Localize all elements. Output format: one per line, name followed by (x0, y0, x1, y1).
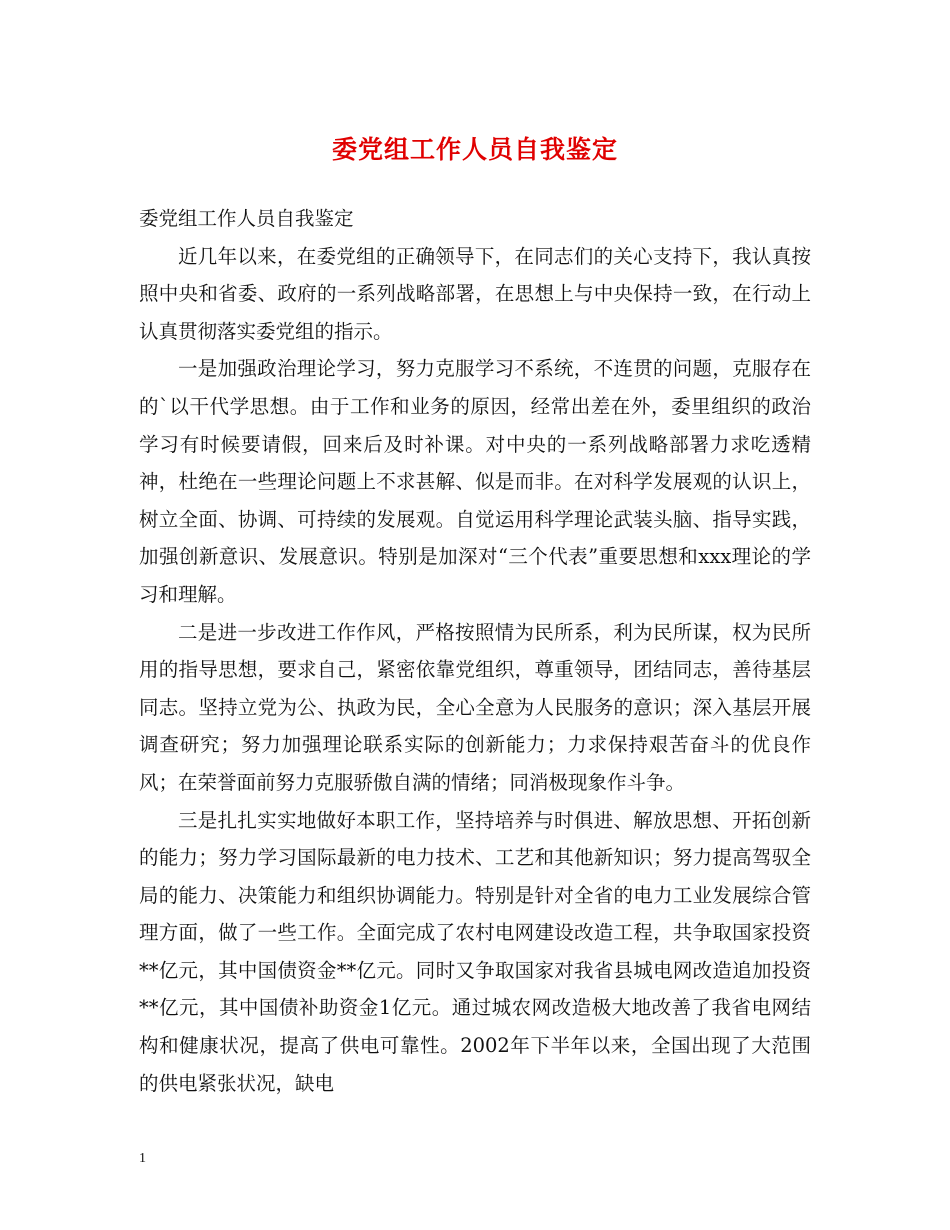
page-number: 1 (139, 1151, 146, 1166)
document-body (139, 200, 811, 1102)
paragraph-theory-study: 一是加强政治理论学习，努力克服学习不系统，不连贯的问题，克服存在的`以干代学思想。由于工作和业务的原因，经常出差在外，委里组织的政治学习有时候要请假，回来后及时补课。对中央的一系列战略部署力求吃透精神，杜绝在一些理论问题上不求甚解、似是而非。在对科学发展观的认识上，树立全面、协调、可持续的发展观。自觉运用科学理论武装头脑、指导实践，加强创新意识、发展意识。特别是加深对“三个代表”重要思想和xxx理论的学习和理解。 (139, 357, 811, 606)
paragraph-intro: 近几年以来，在委党组的正确领导下，在同志们的关心支持下，我认真按照中央和省委、政府的一系列战略部署，在思想上与中央保持一致，在行动上认真贯彻落实委党组的指示。 (139, 244, 811, 343)
document-subtitle: 委党组工作人员自我鉴定 (139, 207, 354, 230)
document-title: 委党组工作人员自我鉴定 (331, 135, 618, 164)
paragraph-job-duties: 三是扎扎实实地做好本职工作，坚持培养与时俱进、解放思想、开拓创新的能力；努力学习国际最新的电力技术、工艺和其他新知识；努力提高驾驭全局的能力、决策能力和组织协调能力。特别是针对全省的电力工业发展综合管理方面，做了一些工作。全面完成了农村电网建设改造工程，共争取国家投资**亿元，其中国债资金**亿元。同时又争取国家对我省县城电网改造追加投资**亿元，其中国债补助资金1亿元。通过城农网改造极大地改善了我省电网结构和健康状况，提高了供电可靠性。2002年下半年以来，全国出现了大范围的供电紧张状况，缺电 (139, 808, 811, 1095)
paragraph-work-style: 二是进一步改进工作作风，严格按照情为民所系，利为民所谋，权为民所用的指导思想，要求自己，紧密依靠党组织，尊重领导，团结同志，善待基层同志。坚持立党为公、执政为民，全心全意为人民服务的意识；深入基层开展调查研究；努力加强理论联系实际的创新能力；力求保持艰苦奋斗的优良作风；在荣誉面前努力克服骄傲自满的情绪；同消极现象作斗争。 (139, 620, 811, 794)
